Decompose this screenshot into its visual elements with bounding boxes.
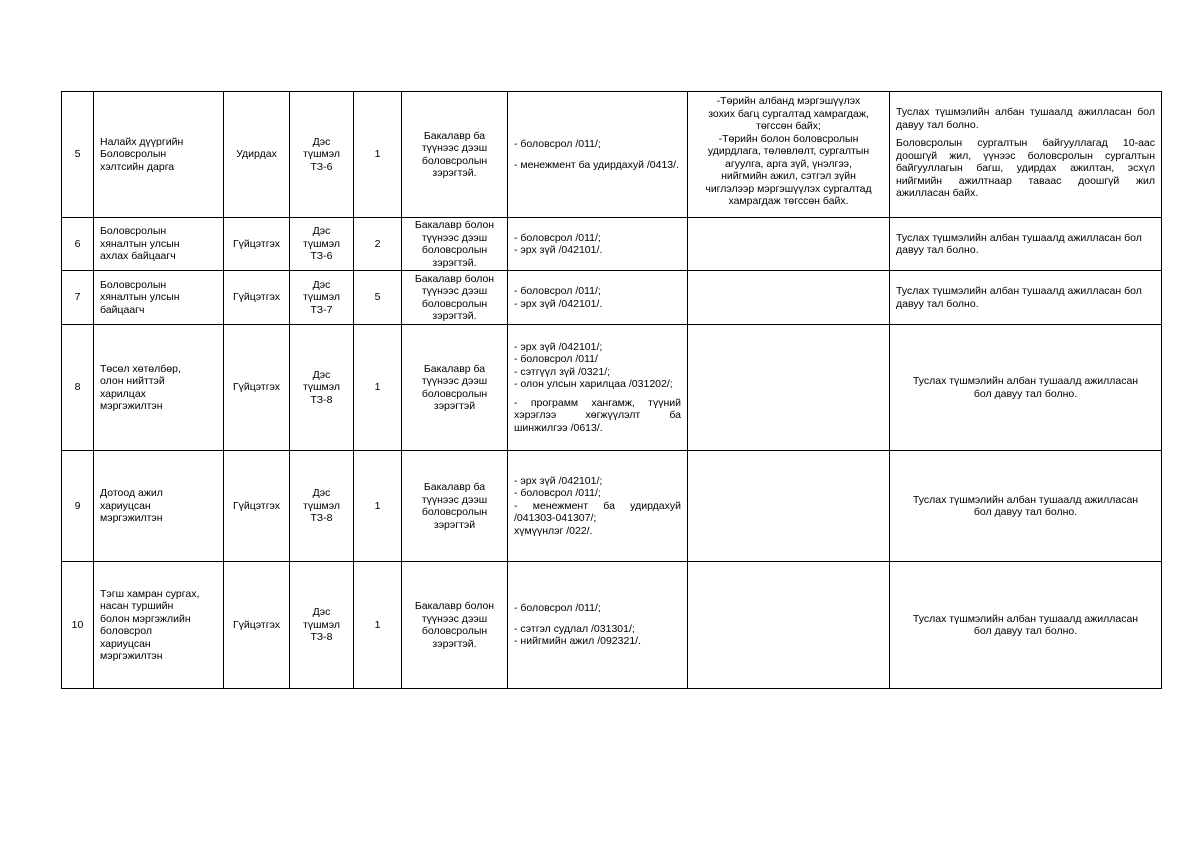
position-count: 1 bbox=[354, 451, 402, 562]
position-title bbox=[94, 92, 224, 218]
text-line: боловсрол bbox=[100, 625, 152, 637]
text-line: боловсролын bbox=[421, 387, 488, 400]
specialty-requirement bbox=[508, 218, 688, 271]
text-line: Бакалавр ба bbox=[423, 481, 486, 493]
text-line: харилцах bbox=[100, 387, 146, 400]
text-line: Бакалавр болон bbox=[414, 600, 495, 612]
experience-requirement: Туслах түшмэлийн албан тушаалд ажилласан бол давуу тал болно. bbox=[890, 562, 1162, 689]
training-requirement bbox=[688, 325, 890, 451]
education-requirement bbox=[402, 218, 508, 271]
text-line: түүнээс дээш bbox=[421, 493, 488, 506]
training-requirement bbox=[688, 218, 890, 271]
text-line: Дэс bbox=[312, 225, 331, 238]
table-row bbox=[62, 562, 1162, 689]
text-line: Тэгш хамран сургах, bbox=[100, 587, 200, 600]
text-line: Дэс bbox=[312, 278, 331, 291]
text-line: - олон улсын харилцаа /031202/; bbox=[514, 378, 673, 391]
row-number: 9 bbox=[62, 451, 94, 562]
position-category: Гүйцэтгэх bbox=[224, 451, 290, 562]
text-line: Дэс bbox=[312, 487, 331, 500]
training-requirement bbox=[688, 451, 890, 562]
text-line: - боловсрол /011/ bbox=[514, 353, 598, 366]
text-line: Дотоод ажил bbox=[100, 487, 163, 500]
text-line: ТЗ-8 bbox=[310, 393, 333, 406]
text-line: түүнээс дээш bbox=[421, 375, 488, 387]
text-line: Боловсролын bbox=[100, 148, 167, 161]
text-line: -Төрийн албанд мэргэшүүлэх bbox=[716, 95, 861, 107]
table-row bbox=[62, 218, 1162, 271]
text-line: зэрэгтэй. bbox=[432, 310, 477, 322]
text-line: боловсролын bbox=[421, 154, 488, 167]
text-line: Төсөл хөтөлбөр, bbox=[100, 362, 181, 375]
text-line: - программ хангамж, түүний хэрэглээ хөгжүүлэлт ба шинжилгээ /0613/. bbox=[514, 396, 681, 434]
experience-requirement: Туслах түшмэлийн албан тушаалд ажилласан бол давуу тал болно. bbox=[890, 218, 1162, 271]
text-line: төгссөн байх; bbox=[756, 120, 821, 132]
text-line: - сэтгэл судлал /031301/; bbox=[514, 622, 635, 635]
text-line: зохих багц сургалтад хамрагдаж, bbox=[708, 107, 869, 120]
text-line: ахлах байцаагч bbox=[100, 250, 176, 263]
text-line: - эрх зүй /042101/; bbox=[514, 474, 603, 487]
text-line: удирдлага, төлөвлөлт, сургалтын bbox=[707, 145, 870, 157]
text-line: Боловсролын bbox=[100, 225, 167, 238]
position-count: 5 bbox=[354, 271, 402, 325]
text-line: боловсролын bbox=[421, 297, 488, 310]
text-line: боловсролын bbox=[421, 625, 488, 637]
specialty-requirement bbox=[508, 271, 688, 325]
position-title bbox=[94, 325, 224, 451]
text-line: хүмүүнлэг /022/. bbox=[514, 524, 593, 537]
text-line: түшмэл bbox=[303, 618, 340, 631]
row-number: 7 bbox=[62, 271, 94, 325]
text-line: болон мэргэжлийн bbox=[100, 612, 191, 625]
text-line: - сэтгүүл зүй /0321/; bbox=[514, 365, 611, 378]
table-row bbox=[62, 92, 1162, 218]
text-line: мэргэжилтэн bbox=[100, 512, 163, 525]
text-line: ТЗ-6 bbox=[310, 250, 333, 263]
specialty-requirement bbox=[508, 451, 688, 562]
education-requirement bbox=[402, 562, 508, 689]
text-line: -Төрийн болон боловсролын bbox=[718, 132, 859, 145]
text-line: зэрэгтэй bbox=[433, 400, 476, 412]
text-line: - боловсрол /011/; bbox=[514, 138, 601, 150]
text-line: Дэс bbox=[312, 135, 331, 148]
text-line: ТЗ-7 bbox=[310, 303, 333, 316]
text-line: - боловсрол /011/; bbox=[514, 285, 601, 297]
text-line: - боловсрол /011/; bbox=[514, 602, 601, 615]
table-row bbox=[62, 325, 1162, 451]
position-rank bbox=[290, 325, 354, 451]
row-number: 8 bbox=[62, 325, 94, 451]
text-line: хариуцсан bbox=[100, 499, 151, 512]
text-line: Бакалавр болон bbox=[414, 272, 495, 285]
row-number: 5 bbox=[62, 92, 94, 218]
education-requirement bbox=[402, 451, 508, 562]
text-line: - менежмент ба удирдахуй /0413/. bbox=[514, 158, 679, 171]
position-category: Удирдах bbox=[224, 92, 290, 218]
text-line: Бакалавр болон bbox=[414, 219, 495, 231]
table-row bbox=[62, 271, 1162, 325]
text-line: агуулга, арга зүй, үнэлгээ, bbox=[725, 157, 852, 170]
text-line: ТЗ-8 bbox=[310, 631, 333, 644]
text-line: - эрх зүй /042101/. bbox=[514, 297, 603, 310]
text-line: түшмэл bbox=[303, 148, 340, 161]
education-requirement bbox=[402, 92, 508, 218]
text-line: түшмэл bbox=[303, 291, 340, 304]
specialty-requirement bbox=[508, 92, 688, 218]
position-count: 2 bbox=[354, 218, 402, 271]
education-requirement bbox=[402, 325, 508, 451]
text-line: түүнээс дээш bbox=[421, 285, 488, 297]
training-requirement bbox=[688, 92, 890, 218]
text-line: зэрэгтэй. bbox=[432, 167, 477, 179]
text-line: түшмэл bbox=[303, 499, 340, 512]
text-line: Бакалавр ба bbox=[423, 362, 486, 375]
text-line: байцаагч bbox=[100, 303, 145, 316]
position-rank bbox=[290, 92, 354, 218]
position-category: Гүйцэтгэх bbox=[224, 218, 290, 271]
text-line: түүнээс дээш bbox=[421, 142, 488, 154]
text-line: хяналтын улсын bbox=[100, 291, 180, 304]
text-line: хэлтсийн дарга bbox=[100, 160, 175, 173]
text-line: түшмэл bbox=[303, 381, 340, 394]
text-line: олон нийттэй bbox=[100, 375, 165, 387]
text-line: ТЗ-8 bbox=[310, 512, 333, 525]
position-count: 1 bbox=[354, 325, 402, 451]
text-line: - эрх зүй /042101/. bbox=[514, 244, 603, 256]
position-rank bbox=[290, 451, 354, 562]
text-line: нийгмийн ажил, сэтгэл зүйн bbox=[721, 170, 856, 182]
text-line: чиглэлээр мэргэшүүлэх сургалтад bbox=[705, 182, 872, 195]
text-line: Туслах түшмэлийн албан тушаалд ажилласан бол давуу тал болно. bbox=[896, 106, 1155, 131]
row-number: 10 bbox=[62, 562, 94, 689]
positions-table bbox=[61, 91, 1162, 689]
text-line: насан туршийн bbox=[100, 600, 174, 612]
specialty-requirement bbox=[508, 562, 688, 689]
training-requirement bbox=[688, 562, 890, 689]
text-line: Боловсролын bbox=[100, 278, 167, 291]
position-title bbox=[94, 562, 224, 689]
text-line: зэрэгтэй. bbox=[432, 256, 477, 269]
text-line: хяналтын улсын bbox=[100, 237, 180, 250]
position-rank bbox=[290, 562, 354, 689]
text-line: Бакалавр ба bbox=[423, 129, 486, 142]
text-line: - боловсрол /011/; bbox=[514, 487, 601, 500]
text-line: Боловсролын сургалтын байгууллагад 10-аас доошгүй жил, үүнээс боловсролын сургалтын байгууллагын багш, удирдах ажилтан, эсхүл нийгмийн ажилтнаар таваас доошгүй жил ажилласан байх. bbox=[896, 137, 1155, 199]
text-line: боловсролын bbox=[421, 244, 488, 256]
text-line: түүнээс дээш bbox=[421, 231, 488, 244]
table-row bbox=[62, 451, 1162, 562]
row-number: 6 bbox=[62, 218, 94, 271]
text-line: хариуцсан bbox=[100, 637, 151, 650]
text-line: - боловсрол /011/; bbox=[514, 231, 601, 244]
position-title bbox=[94, 451, 224, 562]
text-line: - нийгмийн ажил /092321/. bbox=[514, 635, 641, 648]
text-line: Налайх дүүргийн bbox=[100, 135, 184, 148]
position-count: 1 bbox=[354, 92, 402, 218]
text-line: Дэс bbox=[312, 606, 331, 619]
position-title bbox=[94, 271, 224, 325]
specialty-requirement bbox=[508, 325, 688, 451]
text-line: түүнээс дээш bbox=[421, 612, 488, 625]
text-line: ТЗ-6 bbox=[310, 160, 333, 173]
text-line: хамрагдаж төгссөн байх. bbox=[728, 195, 849, 207]
position-category: Гүйцэтгэх bbox=[224, 325, 290, 451]
experience-requirement: Туслах түшмэлийн албан тушаалд ажилласан бол давуу тал болно. bbox=[890, 271, 1162, 325]
text-line: боловсролын bbox=[421, 506, 488, 518]
text-line: мэргэжилтэн bbox=[100, 650, 163, 662]
experience-requirement: Туслах түшмэлийн албан тушаалд ажилласан бол давуу тал болно. bbox=[890, 451, 1162, 562]
text-line: зэрэгтэй. bbox=[432, 637, 477, 650]
experience-requirement: Туслах түшмэлийн албан тушаалд ажилласан бол давуу тал болно. bbox=[890, 325, 1162, 451]
text-line: - менежмент ба удирдахуй /041303-041307/; bbox=[514, 499, 681, 525]
experience-requirement bbox=[890, 92, 1162, 218]
training-requirement bbox=[688, 271, 890, 325]
position-category: Гүйцэтгэх bbox=[224, 271, 290, 325]
text-line: зэрэгтэй bbox=[433, 518, 476, 531]
position-rank bbox=[290, 271, 354, 325]
position-title bbox=[94, 218, 224, 271]
text-line: түшмэл bbox=[303, 237, 340, 250]
position-rank bbox=[290, 218, 354, 271]
position-category: Гүйцэтгэх bbox=[224, 562, 290, 689]
text-line: - эрх зүй /042101/; bbox=[514, 340, 603, 353]
text-line: Дэс bbox=[312, 368, 331, 381]
text-line: мэргэжилтэн bbox=[100, 400, 163, 412]
education-requirement bbox=[402, 271, 508, 325]
position-count: 1 bbox=[354, 562, 402, 689]
